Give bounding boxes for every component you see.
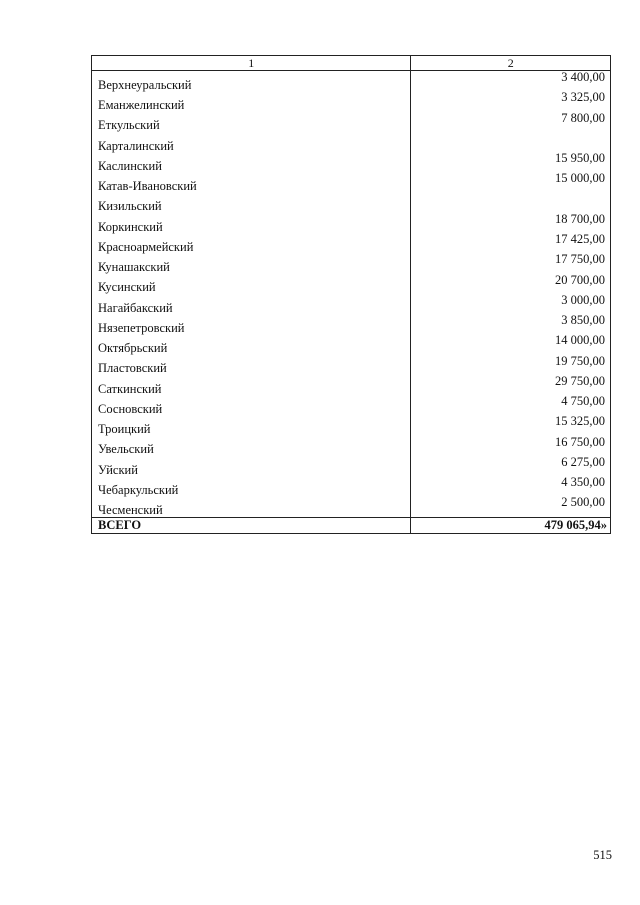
- district-name-cell: Катав-Ивановский: [92, 172, 411, 192]
- district-name-cell: Чебаркульский: [92, 476, 411, 496]
- district-name-cell: Пластовский: [92, 355, 411, 375]
- district-name-cell: Кусинский: [92, 274, 411, 294]
- district-name-cell: Чесменский: [92, 496, 411, 517]
- district-name-cell: Октябрьский: [92, 334, 411, 354]
- table-row: [92, 193, 611, 213]
- page-number: 515: [593, 848, 612, 862]
- district-name-cell: Уйский: [92, 456, 411, 476]
- table-row: [92, 233, 611, 253]
- district-name-cell: Троицкий: [92, 415, 411, 435]
- table-row: [92, 375, 611, 395]
- amount-cell: 17 425,00: [411, 233, 611, 253]
- district-name-cell: Увельский: [92, 436, 411, 456]
- district-name-cell: Нагайбакский: [92, 294, 411, 314]
- amount-cell: 14 000,00: [411, 334, 611, 354]
- amount-cell: [411, 193, 611, 213]
- table-body: [92, 71, 611, 534]
- amount-cell: 7 800,00: [411, 112, 611, 132]
- district-name-cell: Еманжелинский: [92, 91, 411, 111]
- table-row: [92, 91, 611, 111]
- table-header-row: [92, 56, 611, 71]
- amount-cell: 20 700,00: [411, 274, 611, 294]
- district-name-cell: Карталинский: [92, 132, 411, 152]
- amount-cell: 3 400,00: [411, 71, 611, 92]
- table-row: [92, 152, 611, 172]
- table-row: [92, 334, 611, 354]
- column-header-1: 1: [92, 56, 411, 71]
- amount-cell: 15 950,00: [411, 152, 611, 172]
- amount-cell: [411, 132, 611, 152]
- table-row: [92, 355, 611, 375]
- amount-cell: 4 750,00: [411, 395, 611, 415]
- table-row: [92, 253, 611, 273]
- amount-cell: 17 750,00: [411, 253, 611, 273]
- district-name-cell: Нязепетровский: [92, 314, 411, 334]
- amount-cell: 15 000,00: [411, 172, 611, 192]
- district-name-cell: Сосновский: [92, 395, 411, 415]
- table-row: [92, 71, 611, 92]
- district-name-cell: Каслинский: [92, 152, 411, 172]
- table-row: [92, 132, 611, 152]
- column-header-2: 2: [411, 56, 611, 71]
- amount-cell: 15 325,00: [411, 415, 611, 435]
- table-row: [92, 172, 611, 192]
- table-row: [92, 476, 611, 496]
- total-label-cell: ВСЕГО: [92, 517, 411, 533]
- amount-cell: 6 275,00: [411, 456, 611, 476]
- table-row: [92, 456, 611, 476]
- table-row: [92, 496, 611, 517]
- district-name-cell: Коркинский: [92, 213, 411, 233]
- amount-cell: 2 500,00: [411, 496, 611, 517]
- amount-cell: 4 350,00: [411, 476, 611, 496]
- amount-cell: 16 750,00: [411, 436, 611, 456]
- amount-cell: 3 850,00: [411, 314, 611, 334]
- table-row: [92, 294, 611, 314]
- district-name-cell: Кизильский: [92, 193, 411, 213]
- district-name-cell: Кунашакский: [92, 253, 411, 273]
- district-name-cell: Еткульский: [92, 112, 411, 132]
- district-amount-table: [91, 55, 611, 534]
- table-row: [92, 415, 611, 435]
- table-row: [92, 314, 611, 334]
- table-row: [92, 395, 611, 415]
- table-row: [92, 436, 611, 456]
- table-total-row: [92, 517, 611, 533]
- amount-cell: 19 750,00: [411, 355, 611, 375]
- amount-cell: 29 750,00: [411, 375, 611, 395]
- district-name-cell: Красноармейский: [92, 233, 411, 253]
- table-row: [92, 274, 611, 294]
- district-name-cell: Саткинский: [92, 375, 411, 395]
- amount-cell: 3 000,00: [411, 294, 611, 314]
- amount-cell: 18 700,00: [411, 213, 611, 233]
- table-row: [92, 112, 611, 132]
- table-row: [92, 213, 611, 233]
- amount-cell: 3 325,00: [411, 91, 611, 111]
- district-name-cell: Верхнеуральский: [92, 71, 411, 92]
- total-amount-cell: 479 065,94»: [411, 517, 611, 533]
